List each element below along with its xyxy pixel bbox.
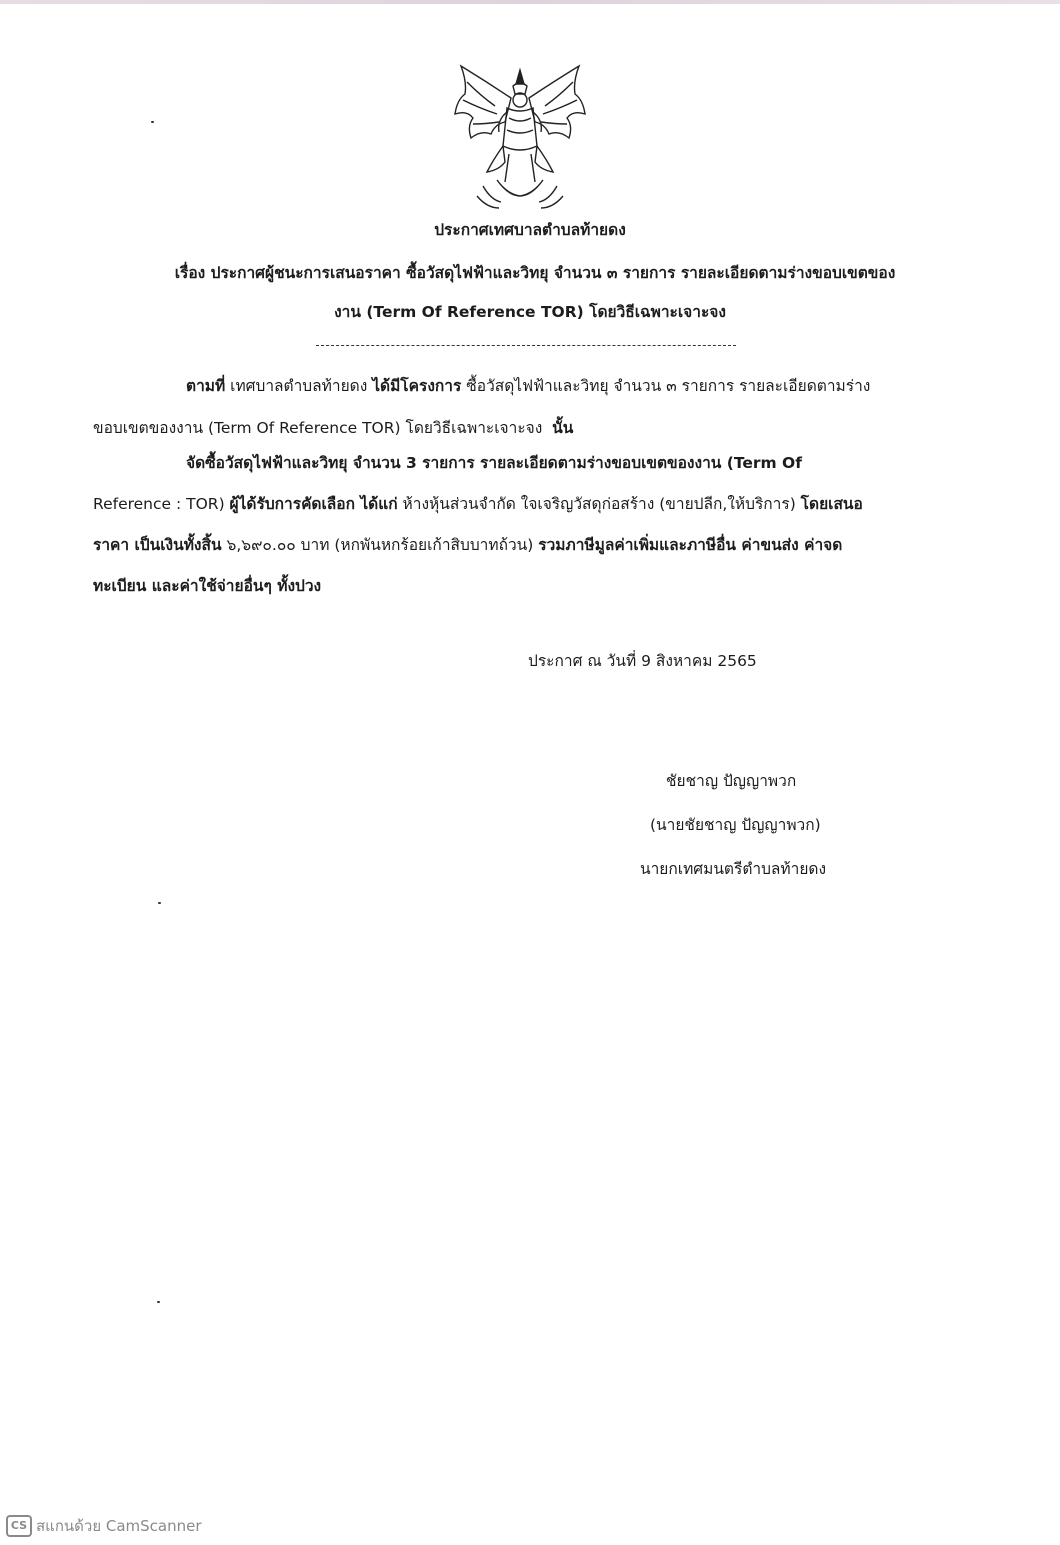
body-text: ห้างหุ้นส่วนจำกัด ใจเจริญวัสดุก่อสร้าง (ขายปลีก,ให้บริการ) — [397, 495, 801, 513]
body-line-5 — [93, 535, 842, 555]
dashed-divider — [316, 345, 736, 346]
garuda-emblem-icon — [447, 62, 593, 212]
camscanner-text: สแกนด้วย CamScanner — [36, 1517, 202, 1535]
body-line-2 — [93, 418, 573, 438]
signature-position: นายกเทศมนตรีตำบลท้ายดง — [640, 860, 827, 878]
scan-speck — [151, 121, 154, 123]
body-bold-text: ผู้ได้รับการคัดเลือก ได้แก่ — [229, 495, 398, 513]
body-bold-text: โดยเสนอ — [800, 495, 863, 513]
body-line-4 — [93, 494, 863, 514]
body-text: ซื้อวัสดุไฟฟ้าและวิทยุ จำนวน ๓ รายการ รายละเอียดตามร่าง — [461, 377, 871, 395]
camscanner-logo-icon: CS — [6, 1515, 32, 1537]
body-text: เทศบาลตำบลท้ายดง — [225, 377, 373, 395]
scan-top-edge — [0, 0, 1060, 4]
announcement-title: ประกาศเทศบาลตำบลท้ายดง — [434, 221, 626, 239]
body-text: ๖,๖๙๐.๐๐ บาท (หกพันหกร้อยเก้าสิบบาทถ้วน) — [221, 536, 539, 554]
signature-name: ชัยชาญ ปัญญาพวก — [666, 772, 797, 790]
announcement-date: ประกาศ ณ วันที่ 9 สิงหาคม 2565 — [528, 652, 757, 670]
body-line-6: ทะเบียน และค่าใช้จ่ายอื่นๆ ทั้งปวง — [93, 577, 322, 595]
scan-speck — [158, 902, 161, 904]
body-text: Reference : TOR) — [93, 495, 230, 513]
body-lead: ตามที่ — [186, 377, 226, 395]
scan-speck — [157, 1301, 160, 1303]
body-text: ขอบเขตของงาน (Term Of Reference TOR) โดยวิธีเฉพาะเจาะจง — [93, 419, 543, 437]
subject-line-2: งาน (Term Of Reference TOR) โดยวิธีเฉพาะเจาะจง — [334, 303, 726, 321]
body-line-3: จัดซื้อวัสดุไฟฟ้าและวิทยุ จำนวน 3 รายการ รายละเอียดตามร่างขอบเขตของงาน (Term Of — [186, 454, 802, 472]
body-bold-text: รวมภาษีมูลค่าเพิ่มและภาษีอื่น ค่าขนส่ง ค่าจด — [538, 536, 843, 554]
body-bold-text: ราคา เป็นเงินทั้งสิ้น — [93, 536, 222, 554]
body-line-1 — [186, 376, 870, 396]
camscanner-watermark — [6, 1514, 202, 1538]
body-bold-text: ได้มีโครงการ — [372, 377, 462, 395]
subject-line-1: เรื่อง ประกาศผู้ชนะการเสนอราคา ซื้อวัสดุไฟฟ้าและวิทยุ จำนวน ๓ รายการ รายละเอียดตามร่างขอบเขตของ — [174, 264, 896, 282]
body-bold-text: นั้น — [552, 419, 574, 437]
signature-full-name: (นายชัยชาญ ปัญญาพวก) — [650, 816, 821, 834]
